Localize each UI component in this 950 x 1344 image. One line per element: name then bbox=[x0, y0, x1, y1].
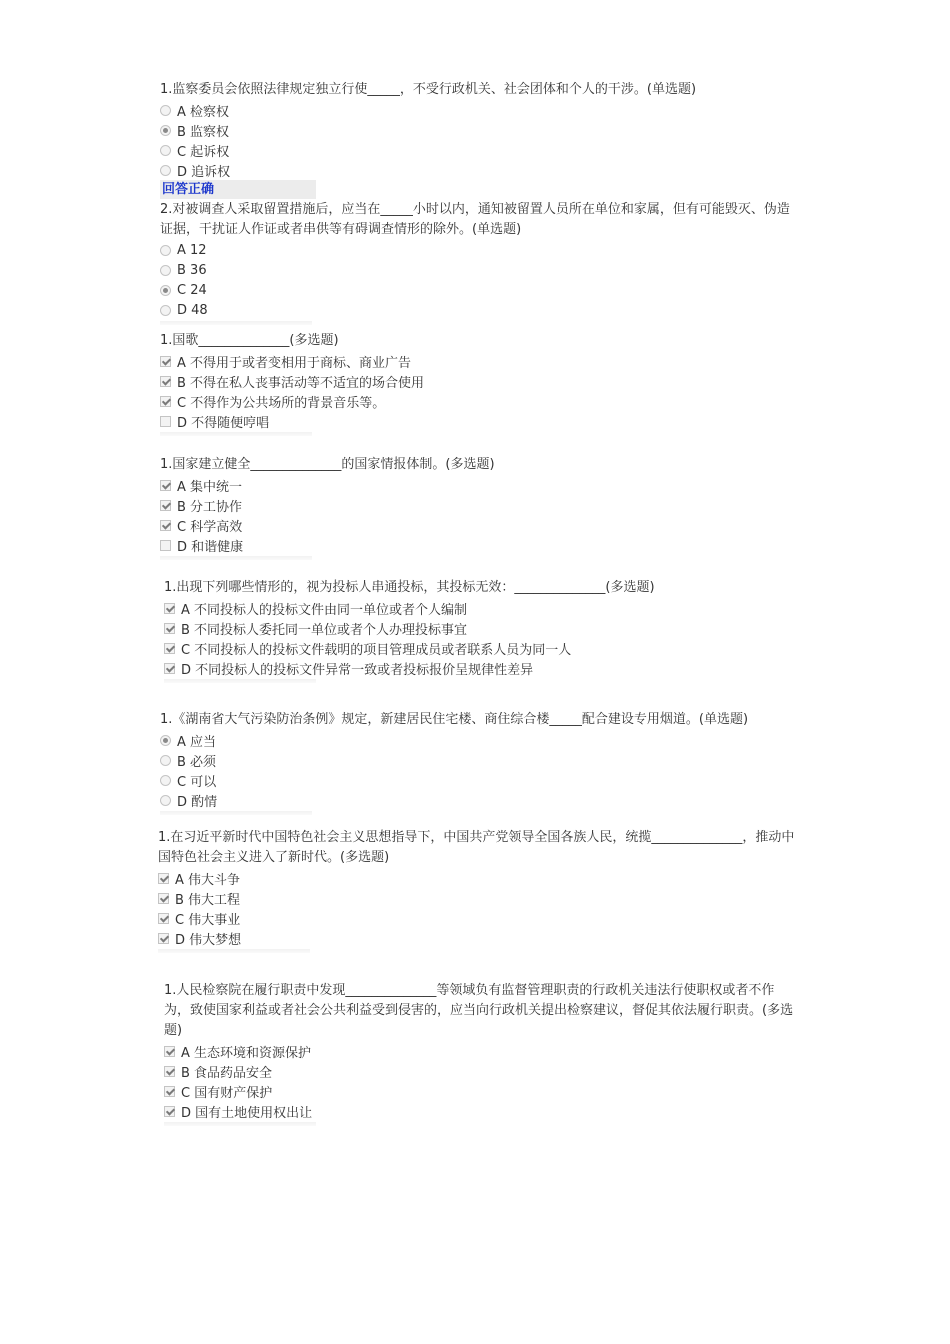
question-text: 1.《湖南省大气污染防治条例》规定，新建居民住宅楼、商住综合楼_____配合建设专用烟道。(单选题) bbox=[160, 712, 749, 727]
question-1 bbox=[160, 80, 800, 199]
option-label: B 不得在私人丧事活动等不适宜的场合使用 bbox=[177, 375, 425, 391]
checkbox[interactable] bbox=[164, 623, 175, 634]
option-label: C 伟大事业 bbox=[175, 912, 241, 928]
radio-option-3[interactable] bbox=[160, 280, 800, 300]
radio-option-1[interactable] bbox=[160, 100, 800, 120]
checkbox[interactable] bbox=[160, 376, 171, 387]
checkbox[interactable] bbox=[160, 416, 171, 427]
option-label: D 伟大梦想 bbox=[175, 932, 242, 948]
checkbox[interactable] bbox=[160, 356, 171, 367]
radio-option-4[interactable] bbox=[160, 160, 800, 180]
option-label: C 不得作为公共场所的背景音乐等。 bbox=[177, 395, 386, 411]
checkbox-option-2[interactable] bbox=[160, 495, 800, 515]
option-label: A 生态环境和资源保护 bbox=[181, 1045, 312, 1061]
radio-option-4[interactable] bbox=[160, 300, 800, 320]
option-label: A 检察权 bbox=[177, 104, 230, 120]
option-label: C 可以 bbox=[177, 774, 217, 790]
checkbox-option-2[interactable] bbox=[164, 1061, 794, 1081]
option-label: D 追诉权 bbox=[177, 164, 231, 180]
divider bbox=[164, 679, 316, 683]
question-text: 1.在习近平新时代中国特色社会主义思想指导下，中国共产党领导全国各族人民，统揽______________，推动中国特色社会主义进入了新时代。(多选题) bbox=[158, 830, 795, 865]
radio-button[interactable] bbox=[160, 775, 171, 786]
option-label: D 不得随便哼唱 bbox=[177, 415, 270, 431]
question-5 bbox=[164, 578, 804, 683]
checkbox-option-3[interactable] bbox=[160, 391, 800, 411]
checkbox[interactable] bbox=[160, 520, 171, 531]
radio-button[interactable] bbox=[160, 735, 171, 746]
answer-feedback: 回答正确 bbox=[160, 180, 316, 199]
checkbox[interactable] bbox=[164, 1046, 175, 1057]
radio-button[interactable] bbox=[160, 145, 171, 156]
checkbox-option-3[interactable] bbox=[164, 1081, 794, 1101]
checkbox[interactable] bbox=[158, 933, 169, 944]
radio-button[interactable] bbox=[160, 165, 171, 176]
option-label: D 不同投标人的投标文件异常一致或者投标报价呈规律性差异 bbox=[181, 662, 534, 678]
checkbox[interactable] bbox=[164, 1086, 175, 1097]
radio-button[interactable] bbox=[160, 265, 171, 276]
question-2 bbox=[160, 200, 800, 325]
question-text: 1.监察委员会依照法律规定独立行使_____，不受行政机关、社会团体和个人的干涉。(单选题) bbox=[160, 82, 697, 97]
checkbox[interactable] bbox=[160, 540, 171, 551]
checkbox-option-3[interactable] bbox=[160, 515, 800, 535]
option-label: D 国有土地使用权出让 bbox=[181, 1105, 313, 1121]
question-text: 1.国家建立健全______________的国家情报体制。(多选题) bbox=[160, 457, 495, 472]
option-label: B 伟大工程 bbox=[175, 892, 241, 908]
checkbox-option-1[interactable] bbox=[160, 475, 800, 495]
question-text: 1.国歌______________(多选题) bbox=[160, 333, 339, 348]
option-label: C 起诉权 bbox=[177, 144, 230, 160]
option-label: D 酌情 bbox=[177, 794, 218, 810]
radio-button[interactable] bbox=[160, 245, 171, 256]
checkbox-option-1[interactable] bbox=[164, 1041, 794, 1061]
checkbox-option-3[interactable] bbox=[158, 908, 798, 928]
checkbox-option-2[interactable] bbox=[158, 888, 798, 908]
radio-button[interactable] bbox=[160, 795, 171, 806]
divider bbox=[160, 432, 312, 436]
question-text: 2.对被调查人采取留置措施后，应当在_____小时以内，通知被留置人员所在单位和家属，但有可能毁灭、伪造证据，干扰证人作证或者串供等有碍调查情形的除外。(单选题) bbox=[160, 202, 790, 237]
checkbox[interactable] bbox=[164, 663, 175, 674]
checkbox-option-4[interactable] bbox=[164, 1101, 794, 1121]
checkbox-option-1[interactable] bbox=[164, 598, 804, 618]
option-label: C 不同投标人的投标文件载明的项目管理成员或者联系人员为同一人 bbox=[181, 642, 572, 658]
option-label: B 不同投标人委托同一单位或者个人办理投标事宜 bbox=[181, 622, 468, 638]
checkbox-option-4[interactable] bbox=[158, 928, 798, 948]
radio-option-2[interactable] bbox=[160, 120, 800, 140]
divider bbox=[158, 949, 310, 953]
checkbox[interactable] bbox=[160, 480, 171, 491]
question-text: 1.人民检察院在履行职责中发现______________等领域负有监督管理职责的行政机关违法行使职权或者不作为，致使国家利益或者社会公共利益受到侵害的，应当向行政机关提出检察建议，督促其依法履行职责。(多选题) bbox=[164, 983, 794, 1038]
option-label: C 24 bbox=[177, 282, 207, 298]
checkbox[interactable] bbox=[160, 396, 171, 407]
option-label: A 集中统一 bbox=[177, 479, 243, 495]
divider bbox=[160, 556, 312, 560]
option-label: C 国有财产保护 bbox=[181, 1085, 273, 1101]
option-label: B 食品药品安全 bbox=[181, 1065, 273, 1081]
option-label: D 和谐健康 bbox=[177, 539, 244, 555]
radio-button[interactable] bbox=[160, 305, 171, 316]
option-label: A 不同投标人的投标文件由同一单位或者个人编制 bbox=[181, 602, 468, 618]
option-label: B 监察权 bbox=[177, 124, 230, 140]
checkbox[interactable] bbox=[164, 643, 175, 654]
checkbox-option-1[interactable] bbox=[160, 351, 800, 371]
checkbox-option-2[interactable] bbox=[160, 371, 800, 391]
option-label: A 12 bbox=[177, 242, 207, 258]
divider bbox=[164, 1122, 316, 1126]
option-label: D 48 bbox=[177, 302, 208, 318]
radio-option-1[interactable] bbox=[160, 730, 800, 750]
question-8 bbox=[164, 981, 794, 1126]
checkbox-option-2[interactable] bbox=[164, 618, 804, 638]
option-label: C 科学高效 bbox=[177, 519, 243, 535]
checkbox[interactable] bbox=[158, 873, 169, 884]
checkbox[interactable] bbox=[158, 893, 169, 904]
checkbox-option-1[interactable] bbox=[158, 868, 798, 888]
radio-button[interactable] bbox=[160, 125, 171, 136]
question-7 bbox=[158, 828, 798, 953]
checkbox[interactable] bbox=[164, 603, 175, 614]
checkbox-option-3[interactable] bbox=[164, 638, 804, 658]
option-label: A 伟大斗争 bbox=[175, 872, 241, 888]
checkbox[interactable] bbox=[158, 913, 169, 924]
radio-option-2[interactable] bbox=[160, 260, 800, 280]
radio-option-1[interactable] bbox=[160, 240, 800, 260]
radio-button[interactable] bbox=[160, 285, 171, 296]
option-label: A 应当 bbox=[177, 734, 217, 750]
checkbox-option-4[interactable] bbox=[160, 411, 800, 431]
divider bbox=[160, 321, 312, 325]
checkbox[interactable] bbox=[160, 500, 171, 511]
radio-option-3[interactable] bbox=[160, 770, 800, 790]
option-label: B 分工协作 bbox=[177, 499, 243, 515]
question-4 bbox=[160, 455, 800, 560]
option-label: A 不得用于或者变相用于商标、商业广告 bbox=[177, 355, 412, 371]
radio-button[interactable] bbox=[160, 755, 171, 766]
option-label: B 必须 bbox=[177, 754, 217, 770]
question-6 bbox=[160, 710, 800, 815]
question-3 bbox=[160, 331, 800, 436]
checkbox[interactable] bbox=[164, 1066, 175, 1077]
checkbox[interactable] bbox=[164, 1106, 175, 1117]
question-text: 1.出现下列哪些情形的，视为投标人串通投标，其投标无效：______________(多选题) bbox=[164, 580, 655, 595]
radio-button[interactable] bbox=[160, 105, 171, 116]
checkbox-option-4[interactable] bbox=[164, 658, 804, 678]
radio-option-4[interactable] bbox=[160, 790, 800, 810]
radio-option-2[interactable] bbox=[160, 750, 800, 770]
checkbox-option-4[interactable] bbox=[160, 535, 800, 555]
option-label: B 36 bbox=[177, 262, 207, 278]
radio-option-3[interactable] bbox=[160, 140, 800, 160]
divider bbox=[160, 811, 312, 815]
